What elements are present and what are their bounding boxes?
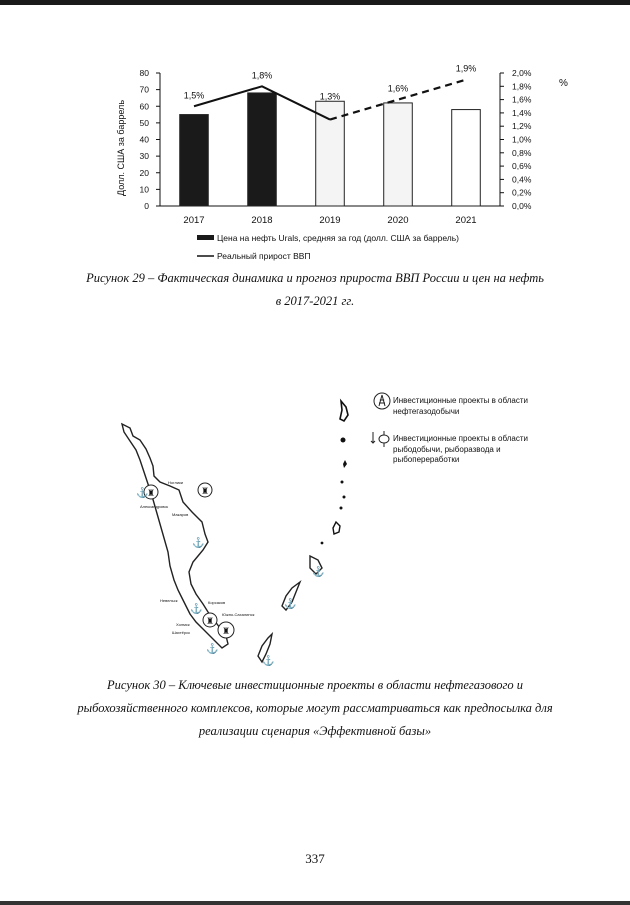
oil-gas-project-marker-south-2 (218, 622, 234, 638)
fishery-project-marker-kuril-3: ⚓ (262, 656, 275, 667)
svg-text:♜: ♜ (221, 626, 231, 636)
legend-swatch-oil-price (197, 235, 214, 240)
kuril-island-7 (333, 522, 340, 534)
map-label-kholmsk: Холмск (176, 622, 190, 627)
gdp-data-label: 1,9% (455, 63, 477, 74)
map-label-korsakov: Корсаков (208, 600, 226, 605)
right-axis-tick-label: 1,2% (512, 121, 532, 132)
figure-30-caption (40, 674, 590, 743)
x-axis-tick-label: 2018 (251, 215, 273, 226)
oil-price-bar (452, 110, 481, 206)
legend-label-gdp: Реальный прирост ВВП (217, 251, 311, 261)
svg-text:♜: ♜ (146, 488, 156, 498)
oil-price-bar (248, 93, 277, 206)
oil-gas-project-marker-south-1 (203, 613, 217, 627)
left-axis-tick-label: 0 (144, 201, 149, 211)
fish-icon (370, 430, 392, 448)
right-axis-tick-label: 1,6% (512, 94, 532, 105)
gdp-oil-chart (0, 60, 630, 275)
scan-edge-top (0, 0, 630, 5)
left-axis-tick-label: 60 (139, 101, 149, 112)
kuril-island-5 (343, 496, 346, 499)
kuril-island-4 (341, 481, 344, 484)
scan-edge-bottom (0, 901, 630, 905)
gdp-data-label: 1,3% (319, 91, 341, 102)
right-axis-tick-label: 0,6% (512, 161, 532, 172)
svg-text:♜: ♜ (205, 616, 215, 626)
legend-oil-gas-label: Инвестиционные проекты в области нефтегазодобычи (393, 396, 528, 416)
y-axis-label-left: Долл. США за баррель (116, 99, 126, 197)
gdp-data-label: 1,5% (183, 90, 205, 101)
map-label-shakhtersk: Шахтёрск (172, 630, 190, 635)
kuril-island-2 (341, 438, 346, 443)
kuril-island-1 (340, 401, 348, 421)
left-axis-tick-label: 30 (139, 151, 149, 162)
left-axis-tick-label: 40 (139, 134, 149, 145)
left-axis-tick-label: 80 (139, 68, 149, 78)
left-axis-tick-label: 70 (139, 84, 149, 95)
gdp-data-label: 1,6% (387, 83, 409, 94)
map-label-alexandrovsk: Александровск (140, 504, 169, 509)
x-axis-tick-label: 2021 (455, 215, 477, 226)
fishery-project-marker-east: ⚓ (192, 538, 205, 549)
kuril-island-8 (321, 542, 324, 545)
page-number: 337 (305, 851, 325, 866)
right-axis-tick-label: 2,0% (512, 68, 532, 78)
legend-label-oil-price: Цена на нефть Urals, средняя за год (долл. США за баррель) (217, 233, 459, 243)
fishery-project-marker-south-1: ⚓ (190, 604, 203, 615)
figure-29-caption (40, 267, 590, 313)
right-axis-tick-label: 1,0% (512, 134, 532, 145)
map-label-nevelsk: Невельск (160, 598, 178, 603)
left-axis-tick-label: 10 (139, 184, 149, 195)
right-axis-tick-label: 0,2% (512, 187, 532, 198)
figure-30-caption-line-2: рыбохозяйственного комплексов, которые могут рассматриваться как предпосылка для (77, 701, 553, 715)
x-axis-tick-label: 2020 (387, 215, 409, 226)
right-axis (500, 68, 532, 211)
gdp-data-label: 1,8% (251, 70, 273, 81)
left-axis-tick-label: 50 (139, 117, 149, 128)
x-axis-tick-label: 2017 (183, 215, 205, 226)
x-axis-tick-label: 2019 (319, 215, 341, 226)
map-label-makarov: Макаров (172, 512, 189, 517)
right-axis-tick-label: 1,8% (512, 81, 532, 92)
figure-30-caption-line-3: реализации сценария «Эффективной базы» (198, 724, 432, 738)
oil-gas-project-marker-noglik (198, 483, 212, 497)
figure-29-caption-line-2: в 2017-2021 гг. (275, 294, 355, 308)
right-axis-tick-label: 0,8% (512, 147, 532, 158)
oil-derrick-icon (373, 392, 391, 410)
right-axis-tick-label: 1,4% (512, 107, 532, 118)
fishery-project-marker-kuril-1: ⚓ (312, 567, 325, 578)
sakhalin-map (0, 380, 630, 680)
figure-29-caption-line-1: Рисунок 29 – Фактическая динамика и прогноз прироста ВВП России и цен на нефть (86, 271, 544, 285)
map-label-yuzhno-sakhalinsk: Южно-Сахалинск (222, 612, 255, 617)
kuril-island-6 (340, 507, 343, 510)
legend-fishery-label: Инвестиционные проекты в области рыбодобычи, рыборазвода и рыбопереработки (393, 434, 528, 464)
fishery-project-marker-south-2: ⚓ (206, 644, 219, 655)
fishery-project-marker-north: ⚓ (136, 488, 149, 499)
kuril-island-3 (343, 460, 347, 468)
oil-price-bar (180, 115, 209, 206)
left-axis-tick-label: 20 (139, 167, 149, 178)
oil-price-bar (316, 101, 345, 206)
map-label-nogliki: Ноглики (168, 480, 184, 485)
figure-30-caption-line-1: Рисунок 30 – Ключевые инвестиционные проекты в области нефтегазового и (106, 678, 523, 692)
right-axis-tick-label: 0,0% (512, 201, 532, 211)
oil-price-bar (384, 103, 413, 206)
y-axis-label-right: % (559, 78, 568, 89)
svg-text:♜: ♜ (200, 486, 210, 496)
right-axis-tick-label: 0,4% (512, 174, 532, 185)
x-axis-ticks (183, 215, 476, 226)
fishery-project-marker-kuril-2: ⚓ (284, 599, 297, 610)
bar-series (180, 93, 481, 206)
legend (197, 233, 459, 261)
